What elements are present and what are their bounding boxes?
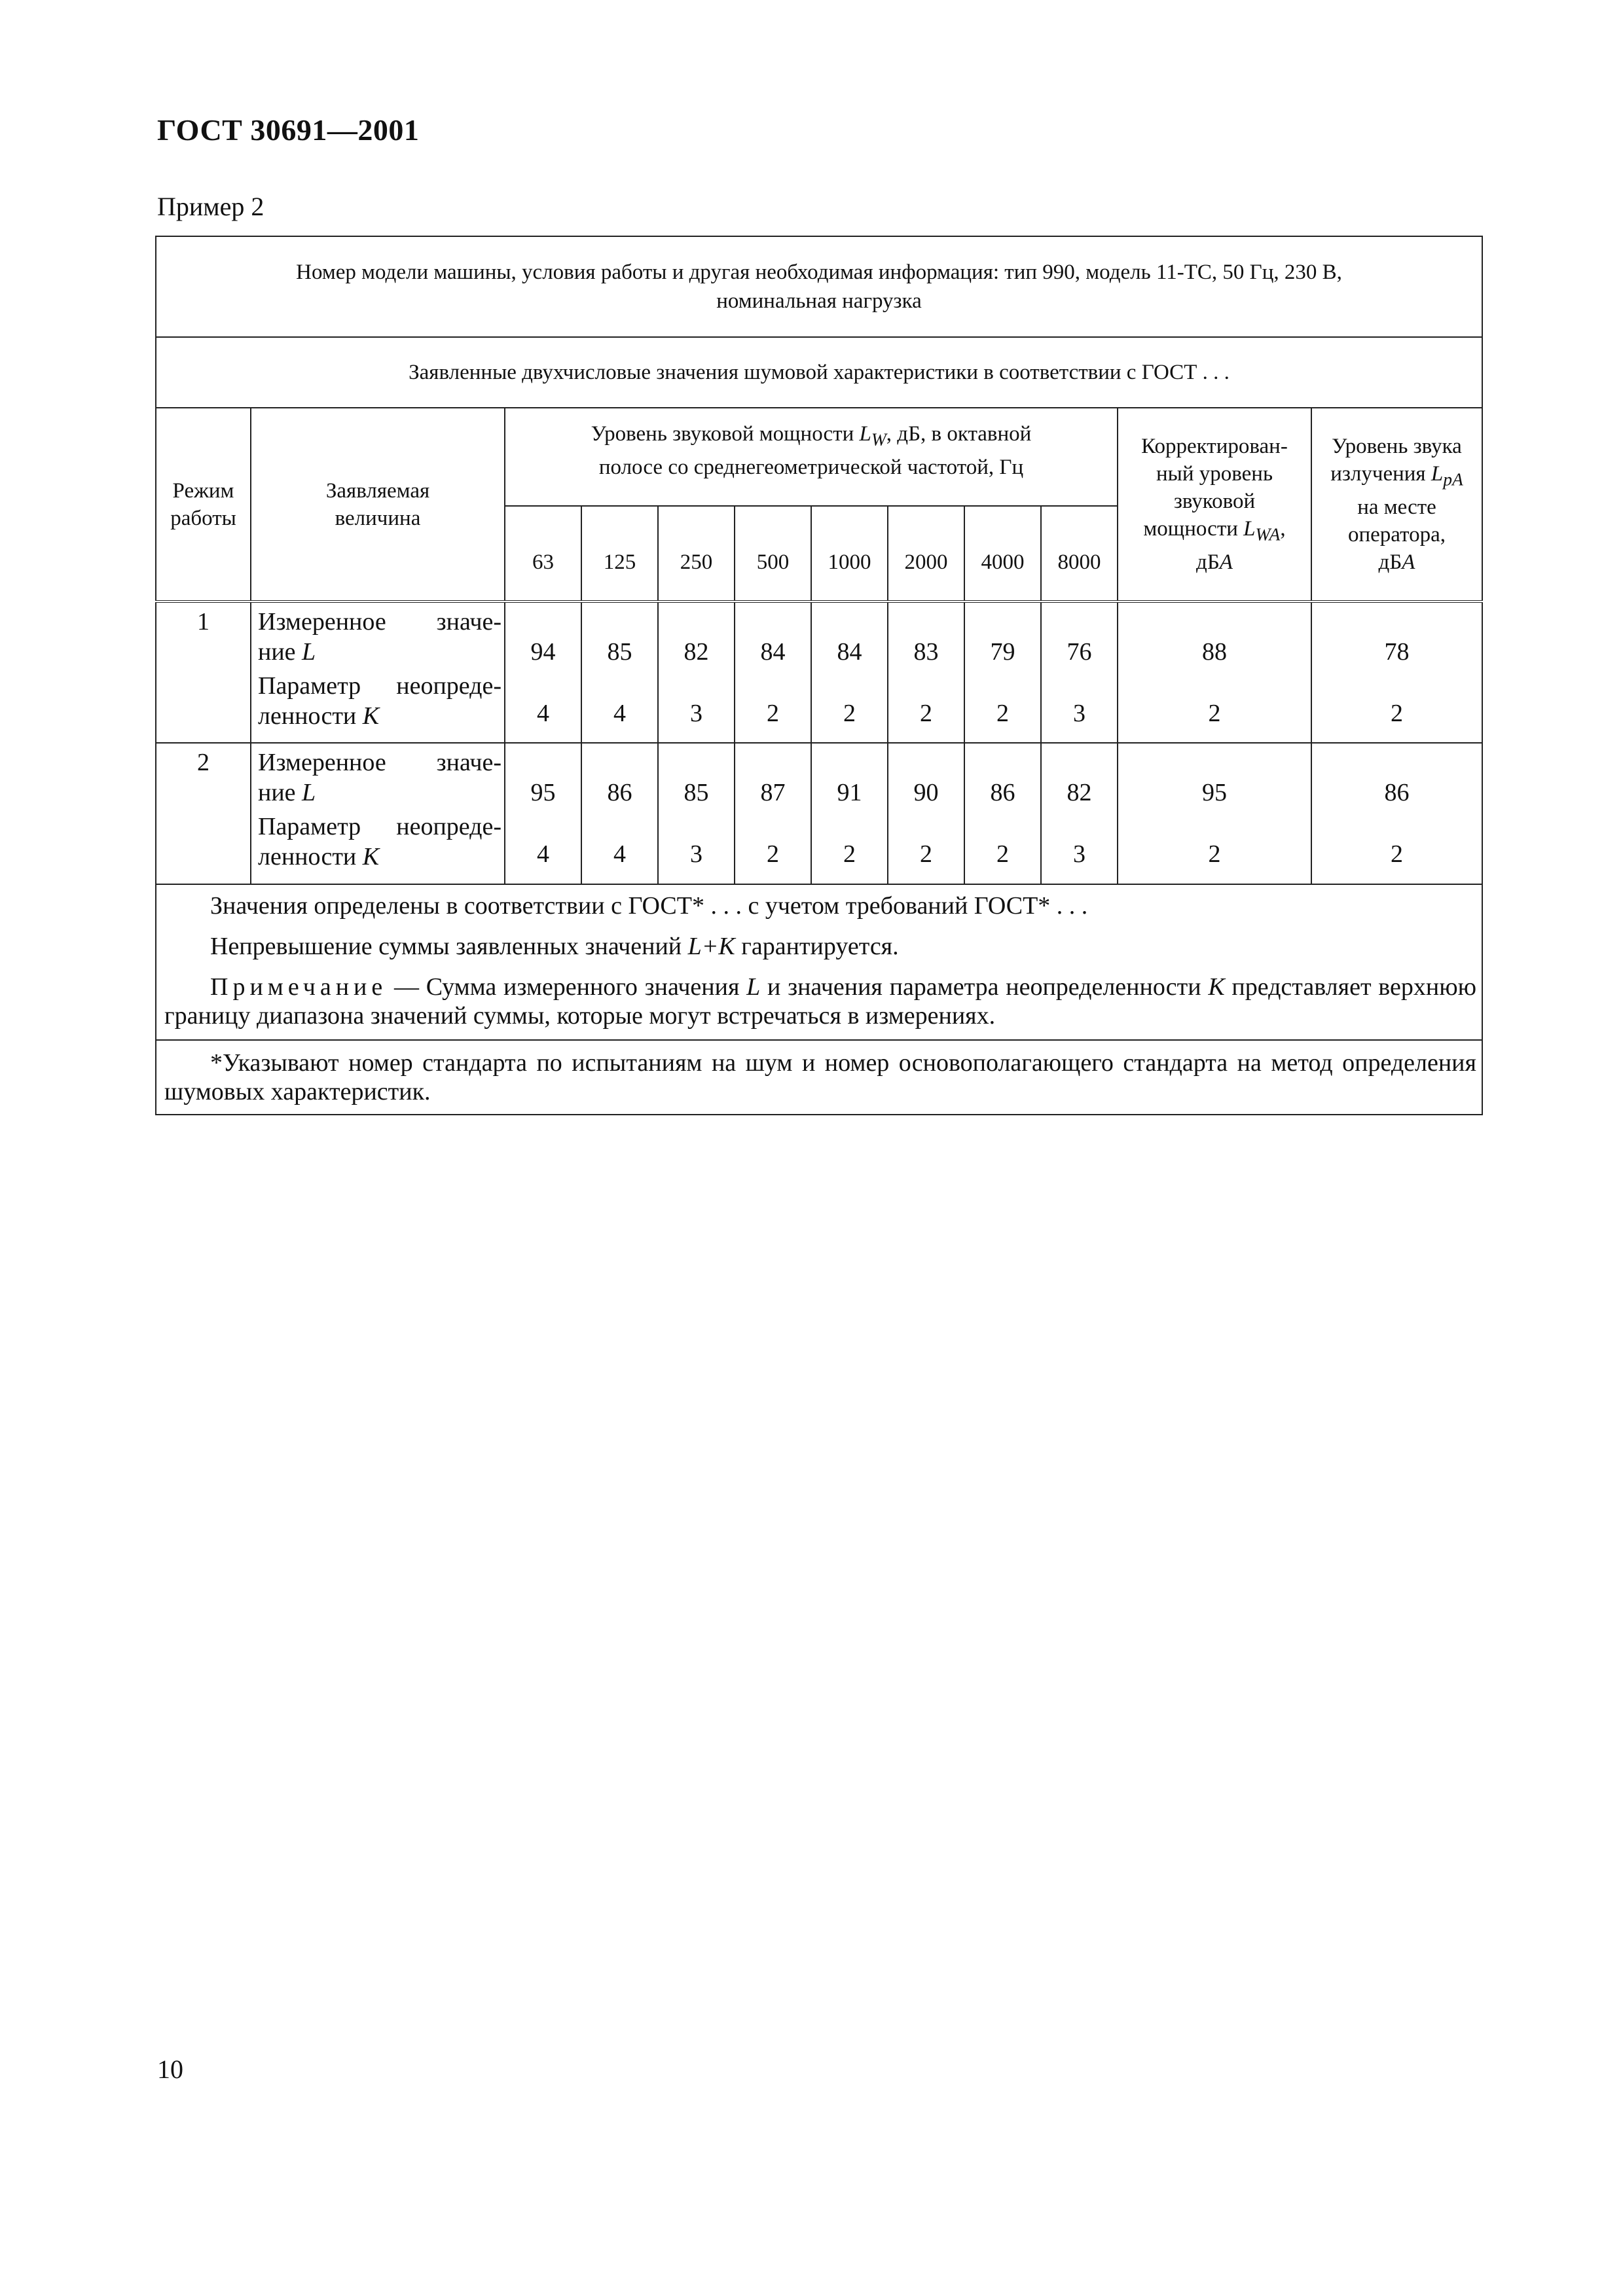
band-value-cell (888, 743, 964, 884)
mode-value: 2 (156, 743, 251, 884)
uncertainty-value: 4 (613, 700, 626, 727)
measured-symbol: L (302, 779, 316, 806)
uncertainty-label-l1: Параметр неопреде- (258, 672, 501, 700)
measured-corrected-value: 88 (1202, 638, 1227, 666)
footnote-cell: *Указывают номер стандарта по испытаниям на шум и номер основополагающего стандарта на метод определения шумовых характеристик. (156, 1040, 1482, 1115)
measured-value: 87 (760, 779, 786, 806)
uncertainty-label (258, 812, 501, 872)
frequency-header: 4000 (964, 506, 1041, 601)
measured-value: 76 (1067, 638, 1092, 666)
uncertainty-value: 4 (537, 840, 549, 868)
uncertainty-label-l2: ленности (258, 843, 363, 870)
determined-note: Значения определены в соответствии с ГОСТ* . . . с учетом требований ГОСТ* . . . (210, 892, 1088, 920)
band-value-cell (658, 601, 735, 743)
sound-power-header (505, 408, 1118, 506)
emission-value-cell (1311, 601, 1482, 743)
measured-value: 83 (913, 638, 939, 666)
uncertainty-value: 2 (843, 700, 856, 727)
corrected-value-cell (1118, 601, 1311, 743)
uncertainty-value: 3 (1073, 700, 1085, 727)
frequency-header: 2000 (888, 506, 964, 601)
corrected-unit-text: дБ (1196, 550, 1220, 574)
declared-values-cell: Заявленные двухчисловые значения шумовой характеристики в соответствии с ГОСТ . . . (156, 337, 1482, 408)
emission-unit-italic: А (1402, 550, 1415, 574)
note-label: Примечание (210, 973, 388, 1001)
noise-declaration-table (155, 236, 1483, 1115)
sound-power-subscript: W (871, 429, 886, 450)
mode-header-l1: Режим (172, 478, 234, 503)
measured-emission-value: 86 (1384, 779, 1410, 806)
machine-info-line2: номинальная нагрузка (716, 289, 922, 313)
corrected-header-l2: ный уровень (1156, 462, 1273, 486)
corrected-l4-comma: , (1280, 517, 1286, 541)
band-value-cell (1041, 601, 1118, 743)
emission-header-l3: на месте (1357, 495, 1436, 519)
emission-level-header (1311, 408, 1482, 601)
quantity-header-l2: величина (335, 506, 421, 530)
measured-value: 85 (607, 638, 632, 666)
note-symbol-k: K (1208, 973, 1225, 1001)
band-value-cell (811, 601, 888, 743)
uncertainty-symbol: K (362, 843, 380, 870)
band-value-cell (735, 601, 811, 743)
sound-power-symbol: L (859, 422, 871, 446)
example-label: Пример 2 (157, 192, 264, 221)
corrected-subscript: WA (1255, 524, 1281, 545)
frequency-header: 500 (735, 506, 811, 601)
frequency-header: 8000 (1041, 506, 1118, 601)
measured-value: 86 (607, 779, 632, 806)
note-text-mid: и значения параметра неопределенности (760, 973, 1209, 1001)
corrected-symbol: L (1243, 517, 1256, 541)
band-value-cell (581, 601, 658, 743)
measured-label-l2: ние (258, 638, 302, 666)
quantity-header (251, 408, 505, 601)
emission-unit-text: дБ (1378, 550, 1402, 574)
guarantee-formula: L+K (687, 933, 735, 960)
band-value-cell (505, 601, 581, 743)
note-text-pre: Сумма измеренного значения (426, 973, 747, 1001)
uncertainty-emission-value: 2 (1391, 840, 1403, 868)
band-value-cell (811, 743, 888, 884)
machine-info-cell (156, 236, 1482, 337)
sound-power-text-pre: Уровень звуковой мощности (591, 422, 860, 446)
uncertainty-value: 3 (690, 840, 702, 868)
corrected-header-l1: Корректирован- (1141, 435, 1288, 459)
measured-label-l2: ние (258, 779, 302, 806)
uncertainty-label-l2: ленности (258, 702, 363, 730)
quantity-labels (251, 743, 505, 884)
emission-header-l4: оператора, (1348, 522, 1446, 547)
corrected-level-header (1118, 408, 1311, 601)
band-value-cell (658, 743, 735, 884)
uncertainty-value: 2 (920, 840, 932, 868)
guarantee-text-post: гарантируется. (735, 933, 899, 960)
measured-value: 79 (990, 638, 1015, 666)
sound-power-header-l1 (505, 420, 1117, 454)
emission-l2-text: излучения (1330, 462, 1431, 486)
guarantee-note (164, 932, 1476, 961)
uncertainty-value: 4 (613, 840, 626, 868)
uncertainty-corrected-value: 2 (1208, 840, 1221, 868)
uncertainty-value: 2 (767, 700, 779, 727)
corrected-header-l4 (1118, 515, 1311, 548)
band-value-cell (964, 601, 1041, 743)
measured-value: 95 (530, 779, 556, 806)
document-header: ГОСТ 30691—2001 (157, 113, 420, 147)
quantity-labels (251, 601, 505, 743)
guarantee-text-pre: Непревышение суммы заявленных значений (210, 933, 688, 960)
measured-value: 86 (990, 779, 1015, 806)
uncertainty-value: 2 (843, 840, 856, 868)
uncertainty-label-l1: Параметр неопреде- (258, 813, 501, 840)
notes-cell (156, 884, 1482, 1040)
uncertainty-corrected-value: 2 (1208, 700, 1221, 727)
corrected-header-unit (1118, 548, 1311, 576)
uncertainty-value: 2 (996, 700, 1009, 727)
corrected-unit-italic: А (1219, 550, 1233, 574)
note-dash: — (387, 973, 426, 1001)
emission-symbol: L (1431, 462, 1444, 486)
note-paragraph (164, 973, 1476, 1030)
band-value-cell (964, 743, 1041, 884)
measured-value: 84 (760, 638, 786, 666)
corrected-value-cell (1118, 743, 1311, 884)
band-value-cell (505, 743, 581, 884)
uncertainty-value: 2 (920, 700, 932, 727)
uncertainty-value: 2 (996, 840, 1009, 868)
measured-corrected-value: 95 (1202, 779, 1227, 806)
measured-symbol: L (302, 638, 316, 666)
measured-value: 91 (837, 779, 862, 806)
mode-header (156, 408, 251, 601)
measured-label (258, 607, 501, 667)
band-value-cell (581, 743, 658, 884)
measured-value: 94 (530, 638, 556, 666)
band-value-cell (735, 743, 811, 884)
page-number: 10 (157, 2054, 183, 2084)
measured-label-l1: Измеренное значе- (258, 608, 501, 636)
machine-info-line1: Номер модели машины, условия работы и другая необходимая информация: тип 990, модель 11-ТС, 50 Гц, 230 В, (296, 260, 1342, 284)
measured-value: 90 (913, 779, 939, 806)
frequency-header: 1000 (811, 506, 888, 601)
measured-value: 82 (1067, 779, 1092, 806)
corrected-l4-text: мощности (1143, 517, 1244, 541)
frequency-header: 250 (658, 506, 735, 601)
emission-header-l1: Уровень звука (1332, 435, 1462, 459)
frequency-header: 125 (581, 506, 658, 601)
measured-value: 84 (837, 638, 862, 666)
uncertainty-value: 3 (690, 700, 702, 727)
note-symbol-l: L (746, 973, 761, 1001)
corrected-header-l3: звуковой (1173, 490, 1256, 514)
band-value-cell (1041, 743, 1118, 884)
mode-header-l2: работы (170, 506, 236, 530)
uncertainty-symbol: K (362, 702, 380, 730)
emission-subscript: pA (1443, 469, 1463, 490)
sound-power-header-l2: полосе со среднегеометрической частотой, Гц (598, 455, 1024, 479)
measured-value: 82 (684, 638, 709, 666)
mode-value: 1 (156, 601, 251, 743)
emission-value-cell (1311, 743, 1482, 884)
measured-label (258, 747, 501, 808)
emission-header-unit (1312, 548, 1482, 576)
measured-value: 85 (684, 779, 709, 806)
measured-emission-value: 78 (1384, 638, 1410, 666)
uncertainty-label (258, 671, 501, 731)
sound-power-text-post: , дБ, в октавной (886, 422, 1032, 446)
quantity-header-l1: Заявляемая (325, 478, 430, 503)
uncertainty-value: 2 (767, 840, 779, 868)
uncertainty-emission-value: 2 (1391, 700, 1403, 727)
uncertainty-value: 4 (537, 700, 549, 727)
measured-label-l1: Измеренное значе- (258, 749, 501, 776)
frequency-header: 63 (505, 506, 581, 601)
band-value-cell (888, 601, 964, 743)
note-text-post: представляет верхнюю границу диапазона значений суммы, которые могут встречаться в измерениях. (164, 973, 1477, 1030)
emission-header-l2 (1312, 460, 1482, 493)
uncertainty-value: 3 (1073, 840, 1085, 868)
